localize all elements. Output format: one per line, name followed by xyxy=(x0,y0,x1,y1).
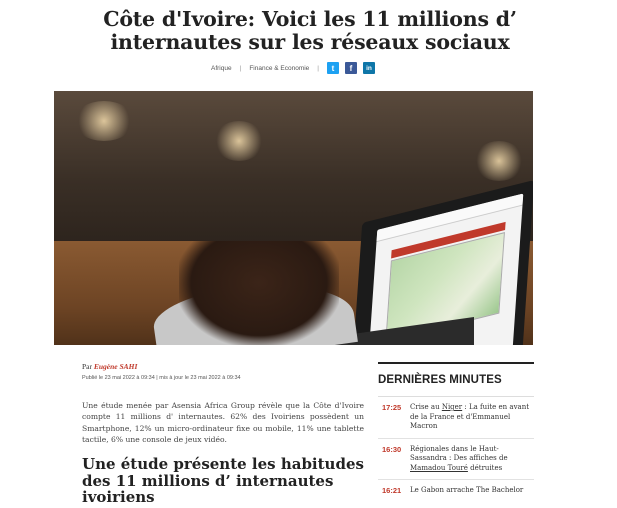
news-time: 17:25 xyxy=(382,403,402,412)
sidebar-title: DERNIÈRES MINUTES xyxy=(378,374,502,386)
news-tag-link[interactable]: Mamadou Touré xyxy=(410,463,468,472)
news-text[interactable] xyxy=(410,445,534,474)
article-subheading: Une étude présente les habitudes des 11 millions d’ internautes ivoiriens xyxy=(82,455,364,506)
lamp-glow xyxy=(474,141,524,181)
category-separator: | xyxy=(239,64,242,72)
news-tag-link[interactable]: Niger xyxy=(441,403,463,411)
share-separator: | xyxy=(317,64,319,72)
news-item[interactable] xyxy=(378,480,534,502)
news-text-pre: Régionales dans le Haut-Sassandra : Des affiches de xyxy=(410,444,508,462)
news-time: 16:21 xyxy=(382,486,402,495)
lamp-glow xyxy=(214,121,264,161)
lamp-glow xyxy=(74,101,134,141)
twitter-share-icon[interactable]: t xyxy=(327,62,339,74)
category-afrique[interactable]: Afrique xyxy=(211,64,232,72)
category-finance[interactable]: Finance & Economie xyxy=(249,64,310,72)
latest-news-sidebar xyxy=(378,362,534,502)
news-item[interactable] xyxy=(378,439,534,481)
news-text-post: : La fuite en avant de la France et d'Emmanuel Macron xyxy=(410,403,530,430)
news-text-post: détruites xyxy=(467,463,503,472)
news-text[interactable]: Le Gabon arrache The Bachelor xyxy=(410,486,524,494)
byline xyxy=(82,362,137,371)
news-time: 16:30 xyxy=(382,444,402,454)
byline-prefix: Par xyxy=(82,362,92,371)
news-text[interactable] xyxy=(410,403,534,432)
linkedin-share-icon[interactable]: in xyxy=(363,62,375,74)
news-item[interactable] xyxy=(378,397,534,439)
hero-image xyxy=(54,91,533,345)
article-meta xyxy=(200,62,580,74)
facebook-share-icon[interactable]: f xyxy=(345,62,357,74)
article-intro: Une étude menée par Asensia Africa Group révèle que la Côte d'Ivoire compte 11 millions d' internautes. 62% des Ivoiriens possèdent un Smartphone, 12% un micro-ordinateur fixe ou mobile, 11% une tablette tactile, 6% une console de jeux vidéo. xyxy=(82,401,364,445)
news-text-pre: Crise au xyxy=(410,403,442,411)
author-link[interactable]: Eugène SAHI xyxy=(93,362,138,371)
typing-hands xyxy=(179,241,339,345)
article-title: Côte d'Ivoire: Voici les 11 millions d’ internautes sur les réseaux sociaux xyxy=(103,7,517,54)
sidebar-top-rule xyxy=(378,362,534,364)
publish-dates: Publié le 23 mai 2022 à 09:34 | mis à jour le 23 mai 2022 à 09:34 xyxy=(82,375,241,381)
